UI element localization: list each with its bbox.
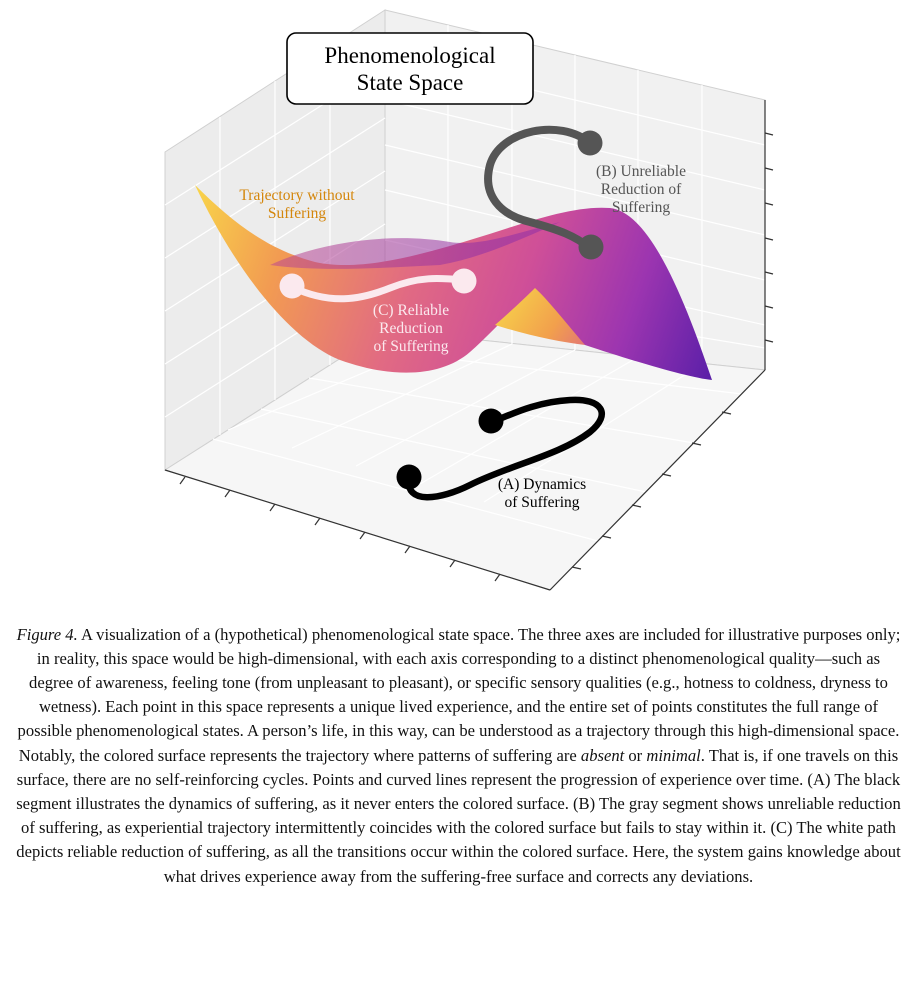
trajectory-label-line-2: Suffering bbox=[267, 205, 327, 222]
dynamics-label-line-1: (A) Dynamics bbox=[497, 476, 587, 493]
label-reliable-reduction bbox=[373, 302, 449, 355]
figure-title-box bbox=[287, 33, 533, 104]
white-start-point bbox=[280, 274, 305, 299]
caption-text-part-3: . That is, if one travels on this surface, there are no self-reinforcing cycles. Points and curved lines represent the progression of experience over time. (A) The black segment illustrates the dynamics of suffering, as it never enters the colored surface. (B) The gray segment shows unreliable reduction of suffering, as experiential trajectory intermittently coincides with the colored surface but fails to stay within it. (C) The white path depicts reliable reduction of suffering, as all the transitions occur within the colored surface. Here, the system gains knowledge about what drives experience away from the suffering-free surface and corrects any deviations. bbox=[16, 745, 901, 886]
unreliable-label-line-2: Reduction of bbox=[600, 181, 682, 198]
black-end-point bbox=[479, 409, 504, 434]
reliable-label-line-3: of Suffering bbox=[373, 338, 449, 355]
gray-end-point bbox=[579, 235, 604, 260]
label-dynamics-of-suffering bbox=[498, 476, 586, 511]
black-start-point bbox=[397, 465, 422, 490]
unreliable-label-line-1: (B) Unreliable bbox=[596, 163, 686, 180]
caption-emphasis-minimal: minimal bbox=[646, 745, 701, 765]
reliable-label-line-2: Reduction bbox=[379, 320, 443, 337]
dynamics-label-line-2: of Suffering bbox=[504, 494, 580, 511]
caption-figure-label: Figure 4. bbox=[16, 624, 78, 644]
gray-start-point bbox=[578, 131, 603, 156]
title-line-2: State Space bbox=[356, 70, 464, 95]
title-line-1: Phenomenological bbox=[324, 43, 496, 68]
white-end-point bbox=[452, 269, 477, 294]
caption-text-part-1: A visualization of a (hypothetical) phenomenological state space. The three axes are included for illustrative purposes only; in reality, this space would be high-dimensional, with each axis corresponding to a distinct phenomenological quality—such as degree of awareness, feeling tone (from unpleasant to pleasant), or specific sensory qualities (e.g., hotness to coldness, dryness to wetness). Each point in this space represents a unique lived experience, and the entire set of points constitutes the full range of possible phenomenological states. A person’s life, in this way, can be understood as a trajectory through this high-dimensional space. Notably, the colored surface represents the trajectory where patterns of suffering are bbox=[17, 624, 901, 765]
caption-emphasis-absent: absent bbox=[580, 745, 625, 765]
reliable-label-line-1: (C) Reliable bbox=[372, 302, 450, 319]
unreliable-label-line-3: Suffering bbox=[611, 199, 671, 216]
trajectory-label-line-1: Trajectory without bbox=[239, 187, 355, 204]
caption-text-part-2: or bbox=[624, 745, 647, 765]
figure-caption bbox=[14, 623, 903, 889]
